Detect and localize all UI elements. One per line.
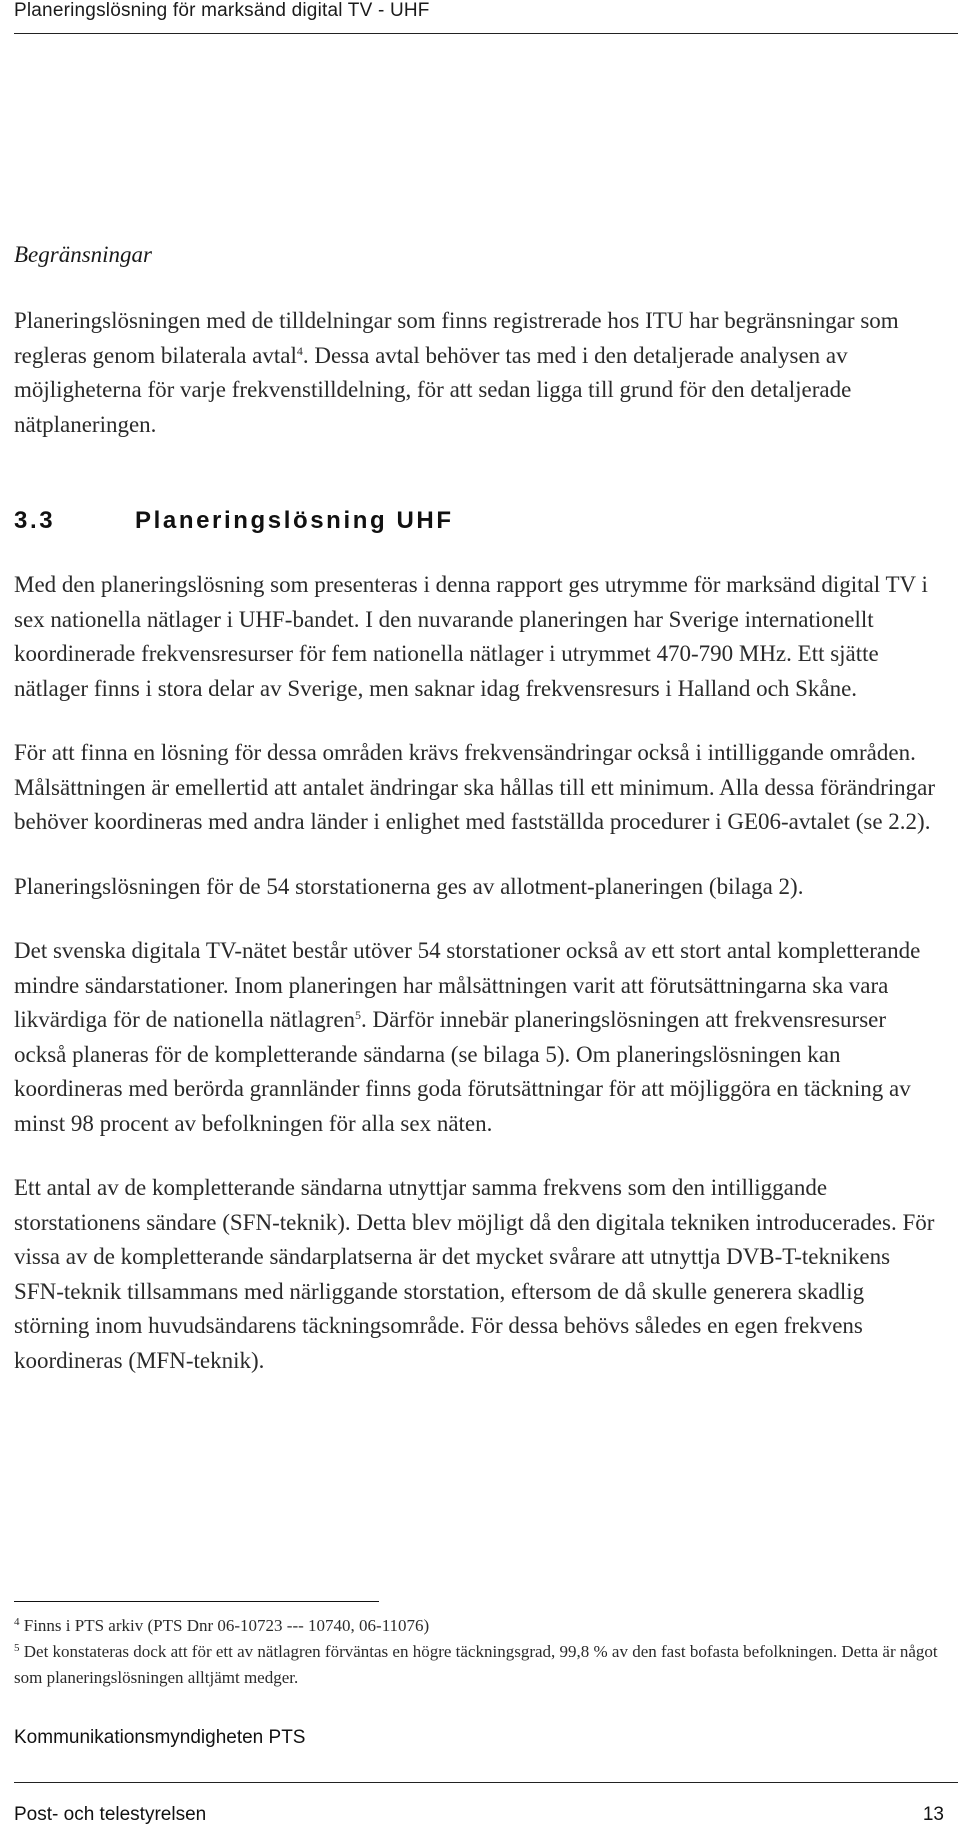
- footnote-text: Finns i PTS arkiv (PTS Dnr 06-10723 --- 10740, 06-11076): [19, 1616, 430, 1635]
- paragraph-limitations: [14, 304, 944, 442]
- footnotes: [14, 1613, 944, 1691]
- paragraph-planning-solution: Med den planeringslösning som presenteras i denna rapport ges utrymme för marksänd digital TV i sex nationella nätlager i UHF-bandet. I den nuvarande planeringen har Sverige internationellt koordinerade frekvensresurser för fem nationella nätlager i utrymmet 470-790 MHz. Ett sjätte nätlager finns i stora delar av Sverige, men saknar idag frekvensresurs i Halland och Skåne.: [14, 572, 928, 701]
- page-number: 13: [922, 1804, 944, 1825]
- footer-organization: Kommunikationsmyndigheten PTS: [14, 1727, 306, 1748]
- paragraph-text: . Dessa avtal behöver tas med i den detaljerade analysen av möjligheterna för varje frekvenstilldelning, för att sedan ligga till grund för den detaljerade nätplaneringen.: [14, 342, 852, 437]
- section-heading: [14, 504, 944, 538]
- paragraph-complementary-transmitters: [14, 934, 944, 1141]
- paragraph-large-stations: Planeringslösningen för de 54 storstationerna ges av allotment-planeringen (bilaga 2).: [14, 873, 804, 899]
- footnote-5: [14, 1639, 944, 1691]
- header-rule: [14, 33, 958, 34]
- main-content: [14, 200, 944, 1378]
- footnote-rule: [14, 1601, 379, 1602]
- footnote-ref-4[interactable]: 4: [296, 343, 303, 358]
- paragraph-frequency-changes: För att finna en lösning för dessa områden krävs frekvensändringar också i intilliggande områden. Målsättningen är emellertid att antalet ändringar ska hållas till ett minimum. Alla dessa förändringar behöver koordineras med andra länder i enlighet med fastställda procedurer i GE06-avtalet (se 2.2).: [14, 740, 935, 834]
- footnote-text: Det konstateras dock att för ett av nätlagren förväntas en högre täckningsgrad, 99,8 % av den fast bofasta befolkningen. Detta är något som planeringslösningen alltjämt medger.: [14, 1642, 938, 1687]
- footnote-ref-5[interactable]: 5: [355, 1008, 362, 1022]
- section-number: 3.3: [14, 507, 56, 534]
- paragraph-sfn-technique: Ett antal av de kompletterande sändarna utnyttjar samma frekvens som den intilliggande storstationens sändare (SFN-teknik). Detta blev möjligt då den digitala tekniken introducerades. För vissa av de kompletterande sändarplatserna är det mycket svårare att utnyttja DVB-T-teknikens SFN-teknik tillsammans med närliggande storstation, eftersom de då skulle generera skadlig störning inom huvudsändarens täckningsområde. För dessa behövs således en egen frekvens koordineras (MFN-teknik).: [14, 1175, 935, 1373]
- footnote-number: 5: [14, 1642, 20, 1654]
- footnote-4: [14, 1613, 944, 1639]
- paragraph-text: Planeringslösningen med de tilldelningar som finns registrerade hos ITU har begränsningar som regleras genom bilaterala avtal: [14, 308, 899, 368]
- section-title: Planeringslösning UHF: [135, 507, 454, 534]
- footer-agency: Post- och telestyrelsen: [14, 1804, 207, 1825]
- footnote-number: 4: [14, 1616, 20, 1628]
- running-header: Planeringslösning för marksänd digital TV - UHF: [14, 0, 430, 21]
- paragraph-text: Det svenska digitala TV-nätet består utöver 54 storstationer också av ett stort antal kompletterande mindre sändarstationer. Inom planeringen har målsättningen varit att förutsättningarna ska vara likvärdiga för de nationella nätlagren: [14, 938, 921, 1032]
- footer-rule: [14, 1782, 958, 1783]
- subheading-begransningar: Begränsningar: [14, 242, 152, 267]
- paragraph-text: . Därför innebär planeringslösningen att frekvensresurser också planeras för de kompletterande sändarna (se bilaga 5). Om planeringslösningen kan koordineras med berörda grannländer finns goda förutsättningar för att möjliggöra en täckning av minst 98 procent av befolkningen för alla sex näten.: [14, 1007, 911, 1136]
